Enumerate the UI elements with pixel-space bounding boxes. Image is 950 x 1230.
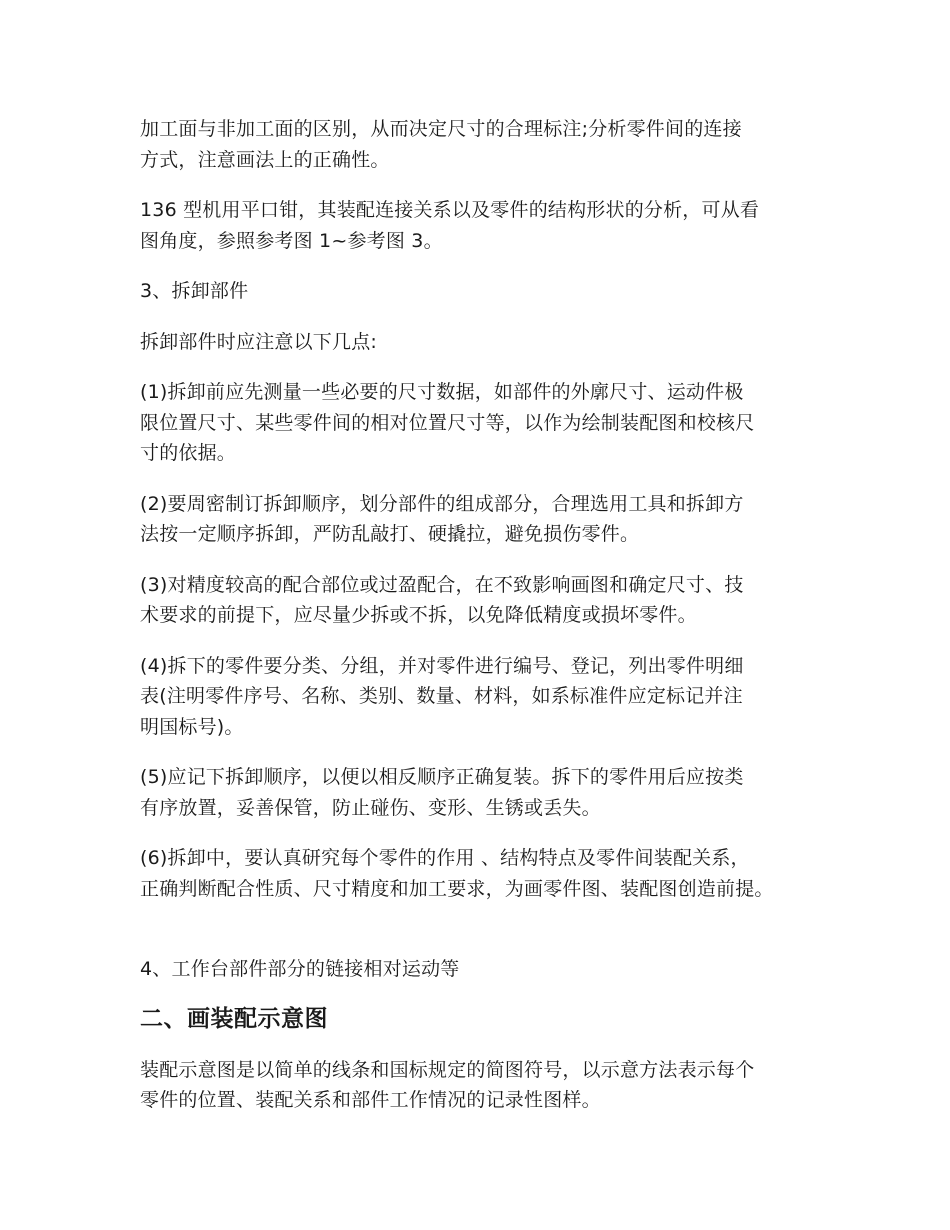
text-line: (6)拆卸中，要认真研究每个零件的作用 、结构特点及零件间装配关系， xyxy=(140,847,750,869)
text-line: (5)应记下拆卸顺序，以便以相反顺序正确复装。拆下的零件用后应按类 xyxy=(140,766,744,788)
paragraph-disassembly-intro xyxy=(140,327,830,358)
paragraph-surface-analysis xyxy=(140,114,830,175)
text-line: 装配示意图是以简单的线条和国标规定的简图符号，以示意方法表示每个 xyxy=(140,1058,755,1081)
list-item-4 xyxy=(140,651,830,743)
text-line: 4、工作台部件部分的链接相对运动等 xyxy=(140,958,460,980)
list-item-2 xyxy=(140,489,830,550)
subheading-workbench xyxy=(140,954,830,985)
text-line: 拆卸部件时应注意以下几点: xyxy=(140,330,378,353)
list-item-3 xyxy=(140,570,830,631)
text-line: 有序放置，妥善保管，防止碰伤、变形、生锈或丢失。 xyxy=(140,796,601,819)
text-line: 法按一定顺序拆卸，严防乱敲打、硬撬拉，避免损伤零件。 xyxy=(140,523,640,545)
text-line: 零件的位置、装配关系和部件工作情况的记录性图样。 xyxy=(140,1089,601,1111)
section-heading: 二、画装配示意图 xyxy=(140,1005,328,1032)
text-line: (1)拆卸前应先测量一些必要的尺寸数据，如部件的外廓尺寸、运动件极 xyxy=(140,381,744,403)
text-line: 限位置尺寸、某些零件间的相对位置尺寸等，以作为绘制装配图和校核尺 xyxy=(140,411,755,434)
text-line: 加工面与非加工面的区别，从而决定尺寸的合理标注;分析零件间的连接 xyxy=(140,118,742,140)
text-line: 3、拆卸部件 xyxy=(140,280,249,302)
text-line: 图角度，参照参考图 1~参考图 3。 xyxy=(140,229,443,252)
subheading-disassembly xyxy=(140,276,830,307)
list-item-5 xyxy=(140,762,830,823)
paragraph-assembly-diagram xyxy=(140,1055,830,1116)
text-line: (4)拆下的零件要分类、分组，并对零件进行编号、登记，列出零件明细 xyxy=(140,654,744,677)
text-line: (3)对精度较高的配合部位或过盈配合，在不致影响画图和确定尺寸、技 xyxy=(140,573,744,596)
paragraph-vise-analysis xyxy=(140,195,830,256)
text-line: 明国标号)。 xyxy=(140,715,244,738)
text-line: 表(注明零件序号、名称、类别、数量、材料，如系标准件应定标记并注 xyxy=(140,685,743,707)
text-line: 136 型机用平口钳，其装配连接关系以及零件的结构形状的分析，可从看 xyxy=(140,199,760,221)
text-line: 正确判断配合性质、尺寸精度和加工要求，为画零件图、装配图创造前提。 xyxy=(140,877,774,900)
list-item-6 xyxy=(140,843,830,904)
text-line: 方式，注意画法上的正确性。 xyxy=(140,148,390,171)
document-page xyxy=(140,114,830,1116)
text-line: 术要求的前提下，应尽量少拆或不拆，以免降低精度或损坏零件。 xyxy=(140,604,697,626)
text-line: 寸的依据。 xyxy=(140,442,237,464)
list-item-1 xyxy=(140,377,830,469)
text-line: (2)要周密制订拆卸顺序，划分部件的组成部分，合理选用工具和拆卸方 xyxy=(140,492,744,515)
